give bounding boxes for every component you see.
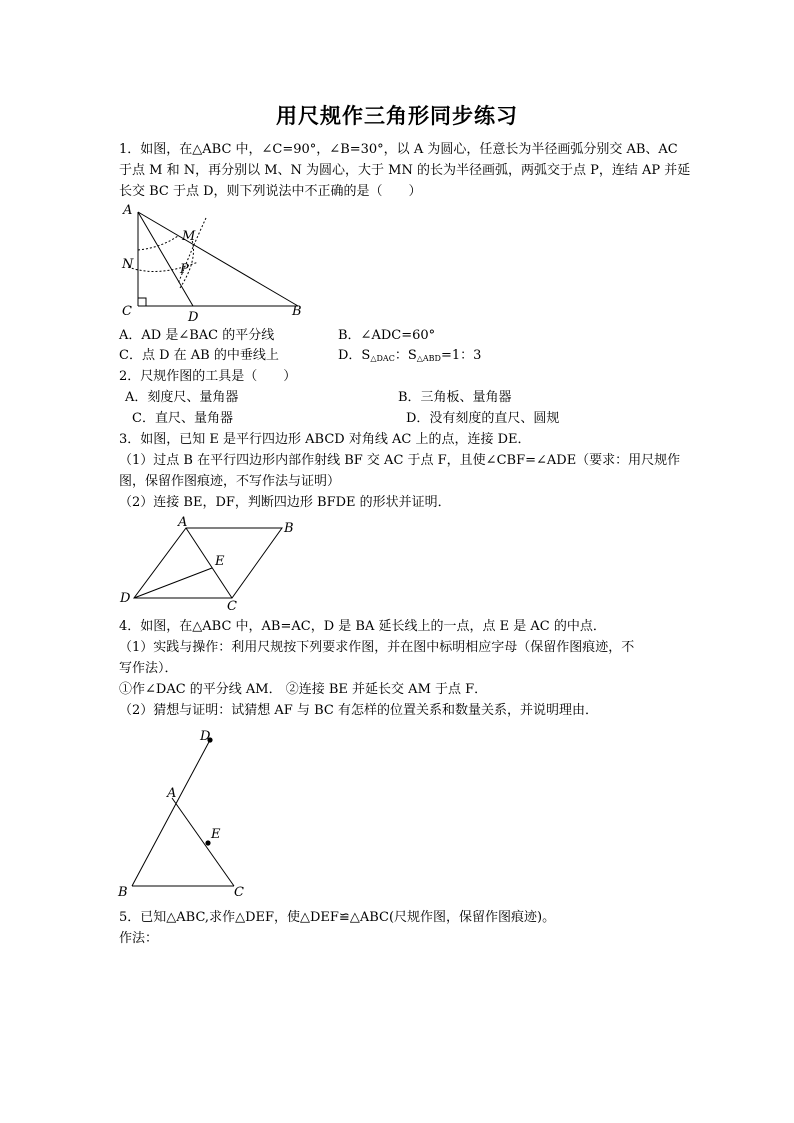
q1-option-d-suffix: =1：3 [440, 348, 482, 363]
q3-label-e: E [215, 554, 225, 569]
q1-option-b: B．∠ADC=60° [338, 328, 436, 343]
q5-stem: 5．已知△ABC,求作△DEF，使△DEF≌△ABC(尺规作图，保留作图痕迹)。 [119, 910, 556, 925]
q4-point-e [205, 840, 210, 845]
q4-label-d: D [200, 729, 211, 744]
q3-part2: （2）连接 BE，DF，判断四边形 BFDE 的形状并证明． [119, 495, 451, 510]
q4-label-a: A [167, 786, 177, 801]
q1-label-b: B [292, 304, 302, 319]
q1-arc-center-a [138, 236, 178, 250]
q1-stem-line-2: 于点 M 和 N，再分别以 M、N 为圆心，大于 MN 的长为半径画弧，两弧交于点 P，连结 AP 并延 [119, 163, 691, 178]
q3-parallelogram-abcd [134, 528, 282, 598]
q1-label-d: D [188, 310, 199, 325]
q3-label-d: D [120, 591, 131, 606]
q1-stem-line-1: 1．如图，在△ABC 中，∠C=90°，∠B=30°，以 A 为圆心，任意长为半径画弧分别交 AB、AC [119, 142, 678, 157]
q4-part2: （2）猜想与证明：试猜想 AF 与 BC 有怎样的位置关系和数量关系，并说明理由． [119, 703, 598, 718]
q1-label-p: P [180, 262, 189, 277]
q1-label-n: N [122, 257, 134, 272]
q4-part1-line-1: （1）实践与操作：利用尺规按下列要求作图，并在图中标明相应字母（保留作图痕迹，不 [119, 640, 635, 655]
q4-ray-bd [132, 740, 210, 886]
q3-label-c: C [227, 599, 237, 614]
q3-part1-line-1: （1）过点 B 在平行四边形内部作射线 BF 交 AC 于点 F，且使∠CBF=∠ADE（要求：用尺规作 [119, 453, 681, 468]
q5-method-label: 作法： [119, 931, 159, 946]
q3-part1-line-2: 图，保留作图痕迹，不写作法与证明） [119, 474, 341, 489]
q1-option-d-mid: ：S [394, 348, 417, 363]
q4-label-e: E [211, 827, 221, 842]
q4-side-ac [172, 798, 234, 886]
q4-triangle-figure [114, 726, 264, 898]
q1-label-a: A [123, 203, 133, 218]
q2-option-b: B．三角板、量角器 [398, 390, 512, 405]
q1-option-a: A．AD 是∠BAC 的平分线 [119, 328, 275, 343]
q4-part1-line-3: ①作∠DAC 的平分线 AM． ②连接 BE 并延长交 AM 于点 F． [119, 682, 488, 697]
q4-part1-line-2: 写作法）． [119, 661, 178, 676]
q2-option-d: D．没有刻度的直尺、圆规 [406, 411, 560, 426]
q3-label-b: B [284, 521, 294, 536]
q3-diagonal-ac [186, 528, 232, 598]
q1-option-d-prefix: D．S [338, 348, 371, 363]
q1-label-c: C [122, 304, 132, 319]
q3-label-a: A [178, 515, 188, 530]
q1-label-m: M [182, 229, 196, 244]
q4-label-b: B [118, 885, 128, 900]
q1-option-d-sub-abd: △ABD [416, 354, 441, 363]
q2-stem: 2．尺规作图的工具是（ ） [119, 369, 297, 384]
q2-option-a: A．刻度尺、量角器 [125, 390, 239, 405]
q1-option-d [338, 346, 481, 369]
q1-right-angle-mark [138, 298, 146, 306]
page-title: 用尺规作三角形同步练习 [276, 103, 518, 128]
q4-label-c: C [234, 885, 244, 900]
q1-option-d-sub-dac: △DAC [370, 354, 395, 363]
q1-bisector-ad [138, 212, 193, 306]
q3-parallelogram-figure [116, 514, 306, 614]
q1-option-c: C．点 D 在 AB 的中垂线上 [119, 348, 279, 363]
q1-triangle-figure [118, 200, 318, 325]
q2-option-c: C．直尺、量角器 [132, 411, 233, 426]
q4-stem: 4．如图，在△ABC 中，AB=AC，D 是 BA 延长线上的一点，点 E 是 AC 的中点． [119, 619, 606, 634]
q3-stem: 3．如图，已知 E 是平行四边形 ABCD 对角线 AC 上的点，连接 DE． [119, 432, 531, 447]
q1-stem-line-3: 长交 BC 于点 D，则下列说法中不正确的是（ ） [119, 184, 422, 199]
q1-side-ab [138, 212, 298, 306]
